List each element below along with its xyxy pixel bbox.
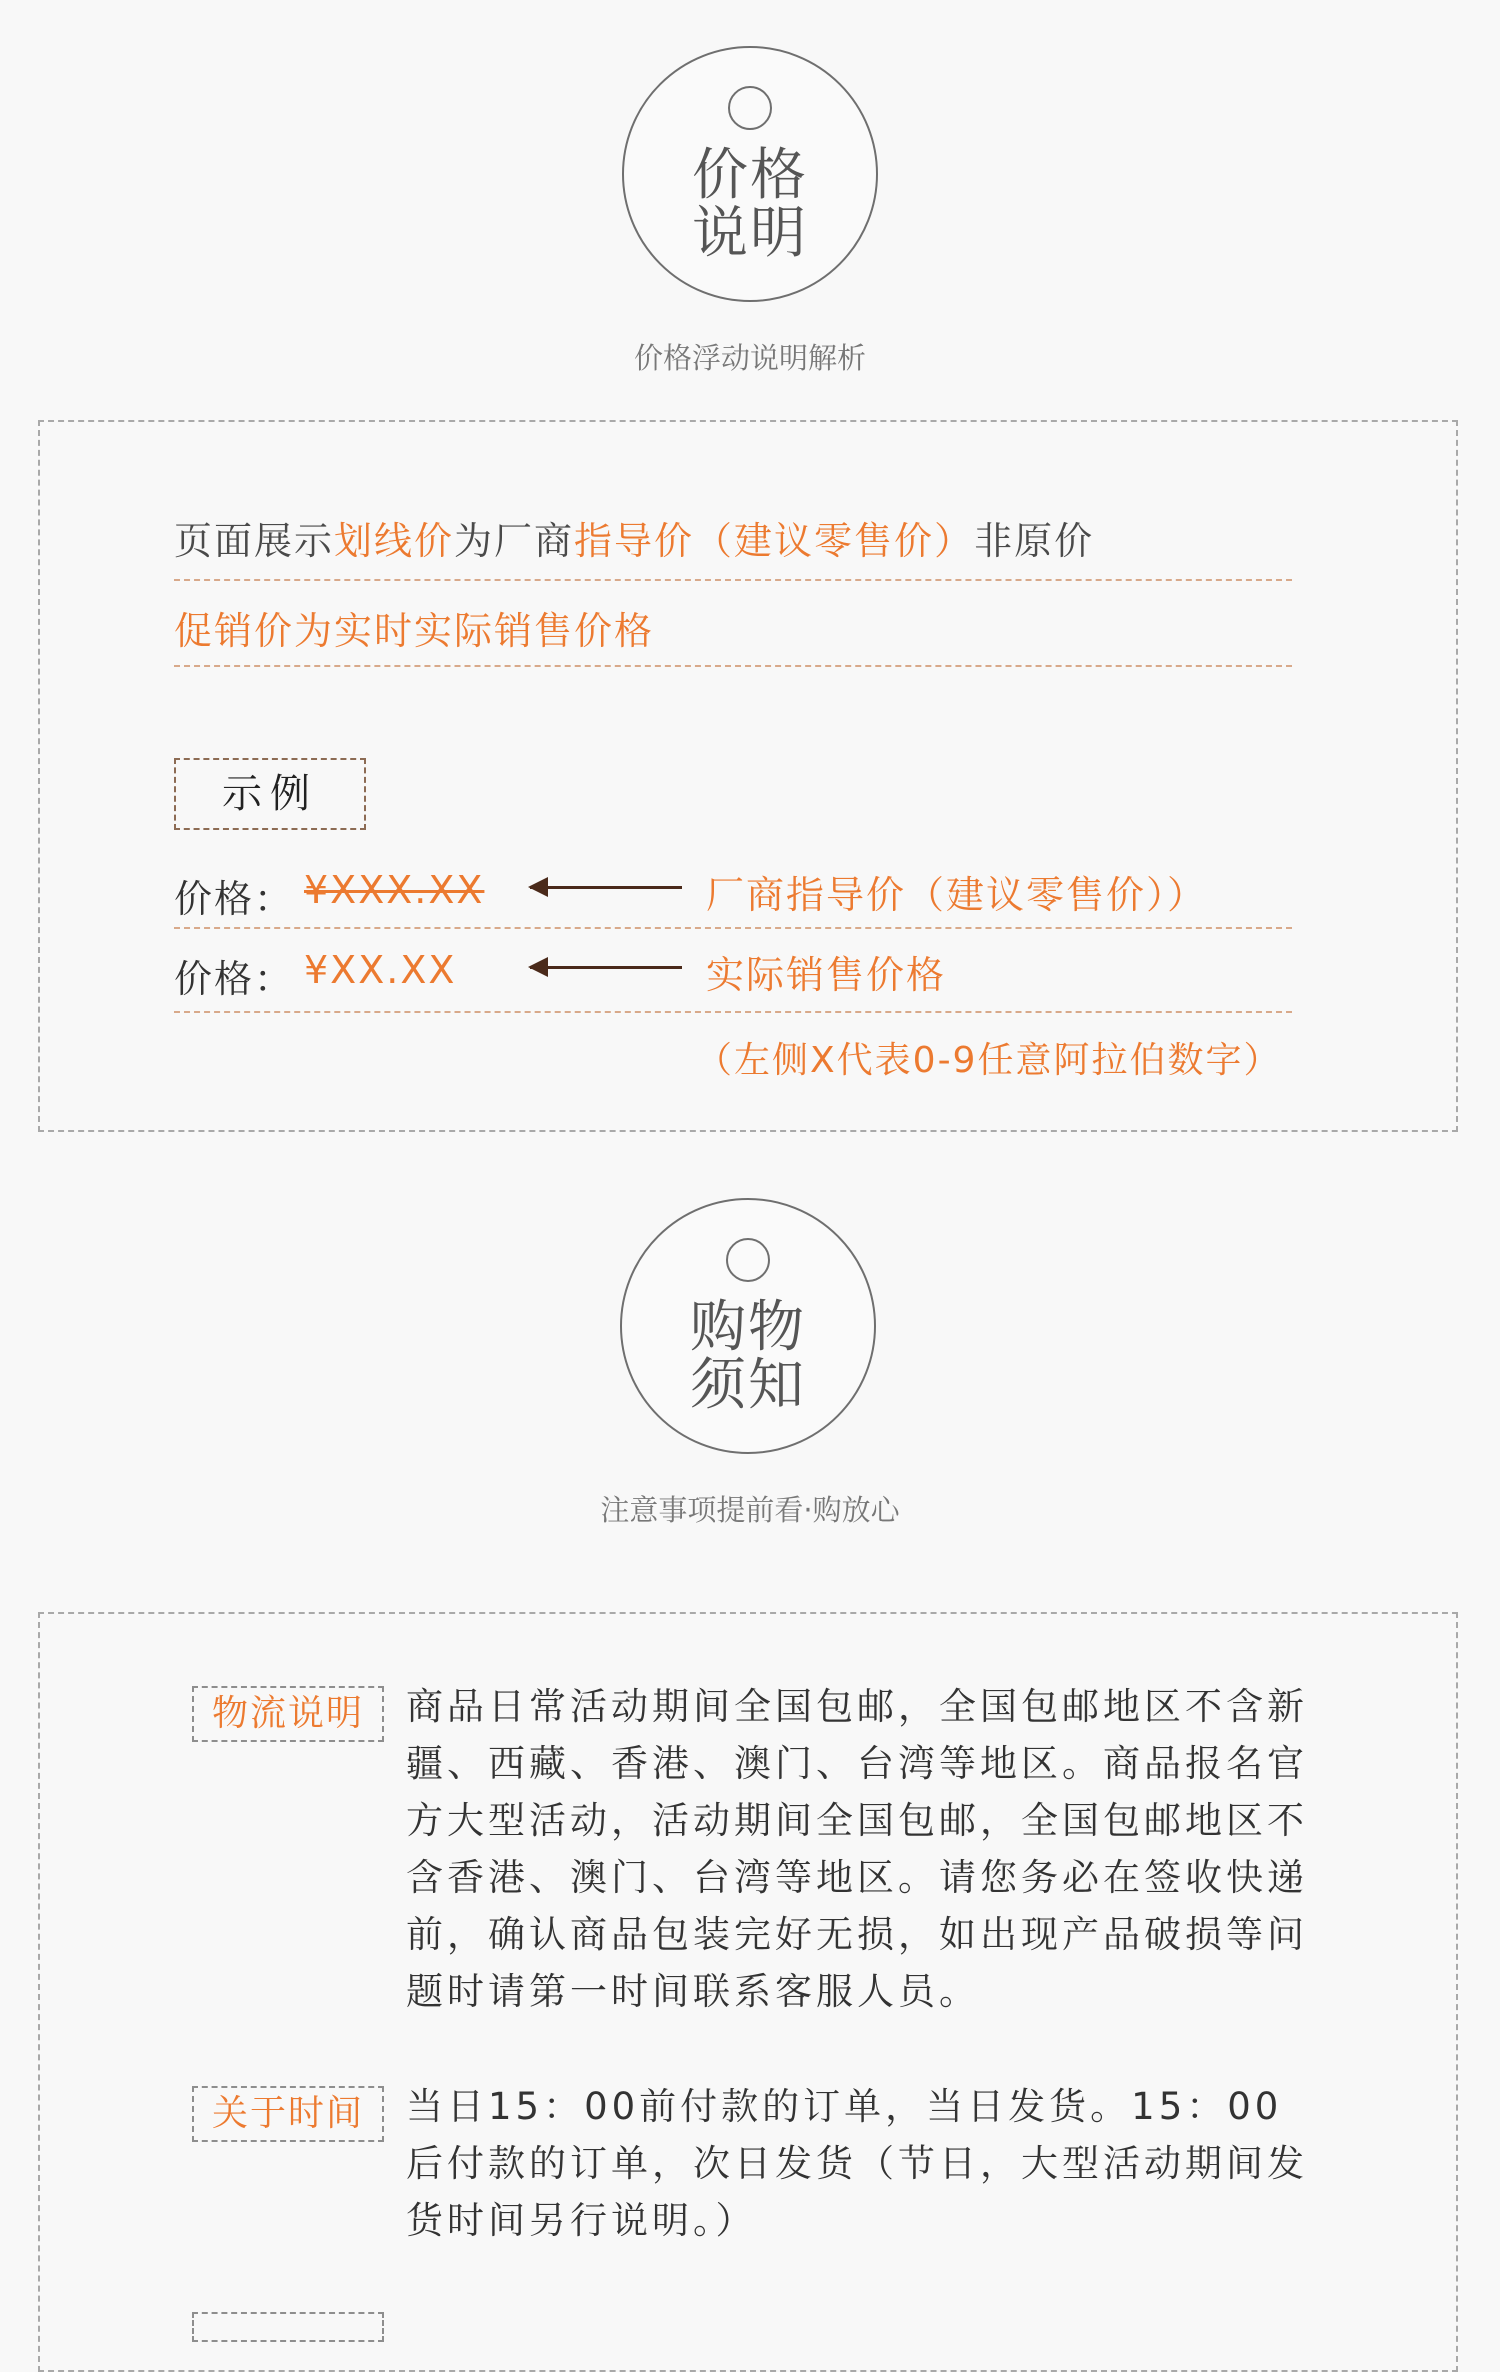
badge-line-1: 价格 xyxy=(692,143,808,208)
arrow-left-icon xyxy=(530,886,682,889)
divider xyxy=(174,665,1292,667)
price-label: 价格： xyxy=(174,957,295,1001)
shopping-notice-badge xyxy=(620,1198,876,1454)
badge-line-1: 购物 xyxy=(690,1295,806,1360)
hang-ring-icon xyxy=(726,1238,770,1282)
divider xyxy=(174,927,1292,929)
divider xyxy=(174,579,1292,581)
notice-text: 非原价 xyxy=(974,519,1095,563)
price-label: 价格： xyxy=(174,877,295,921)
footnote: （左侧X代表0-9任意阿拉伯数字） xyxy=(696,1040,1282,1081)
logistics-tag: 物流说明 xyxy=(192,1686,384,1742)
logistics-text: 商品日常活动期间全国包邮，全国包邮地区不含新疆、西藏、香港、澳门、台湾等地区。商品报名官方大型活动，活动期间全国包邮，全国包邮地区不含香港、澳门、台湾等地区。请您务必在签收快递前，确认商品包装完好无损，如出现产品破损等问题时请第一时间联系客服人员。 xyxy=(406,1685,1308,2013)
price-caption: 价格浮动说明解析 xyxy=(633,341,866,375)
divider xyxy=(174,1011,1292,1013)
price-notice-line-1 xyxy=(174,510,1094,565)
example-label: 示例 xyxy=(174,758,366,830)
shopping-caption: 注意事项提前看·购放心 xyxy=(600,1493,900,1527)
arrow-left-icon xyxy=(530,966,682,969)
guide-price-term: 指导价（建议零售价） xyxy=(574,519,975,563)
next-tag-partial xyxy=(192,2312,384,2342)
notice-text: 为厂商 xyxy=(454,519,575,563)
sale-price: ¥XX.XX xyxy=(304,948,457,992)
strikethrough-price-term: 划线价 xyxy=(334,519,455,563)
badge-line-2: 须知 xyxy=(690,1353,806,1418)
price-explanation-badge xyxy=(622,46,878,302)
time-text: 当日15：00前付款的订单，当日发货。15：00后付款的订单，次日发货（节日，大型活动期间发货时间另行说明。） xyxy=(406,2085,1308,2242)
badge-line-2: 说明 xyxy=(692,201,808,266)
sale-price-desc: 实际销售价格 xyxy=(706,953,947,997)
strikethrough-price: ¥XXX.XX xyxy=(304,868,485,912)
price-notice-line-2: 促销价为实时实际销售价格 xyxy=(174,609,655,653)
time-tag: 关于时间 xyxy=(192,2086,384,2142)
guide-price-desc: 厂商指导价（建议零售价）） xyxy=(706,873,1208,917)
notice-text: 页面展示 xyxy=(174,519,335,563)
hang-ring-icon xyxy=(728,86,772,130)
